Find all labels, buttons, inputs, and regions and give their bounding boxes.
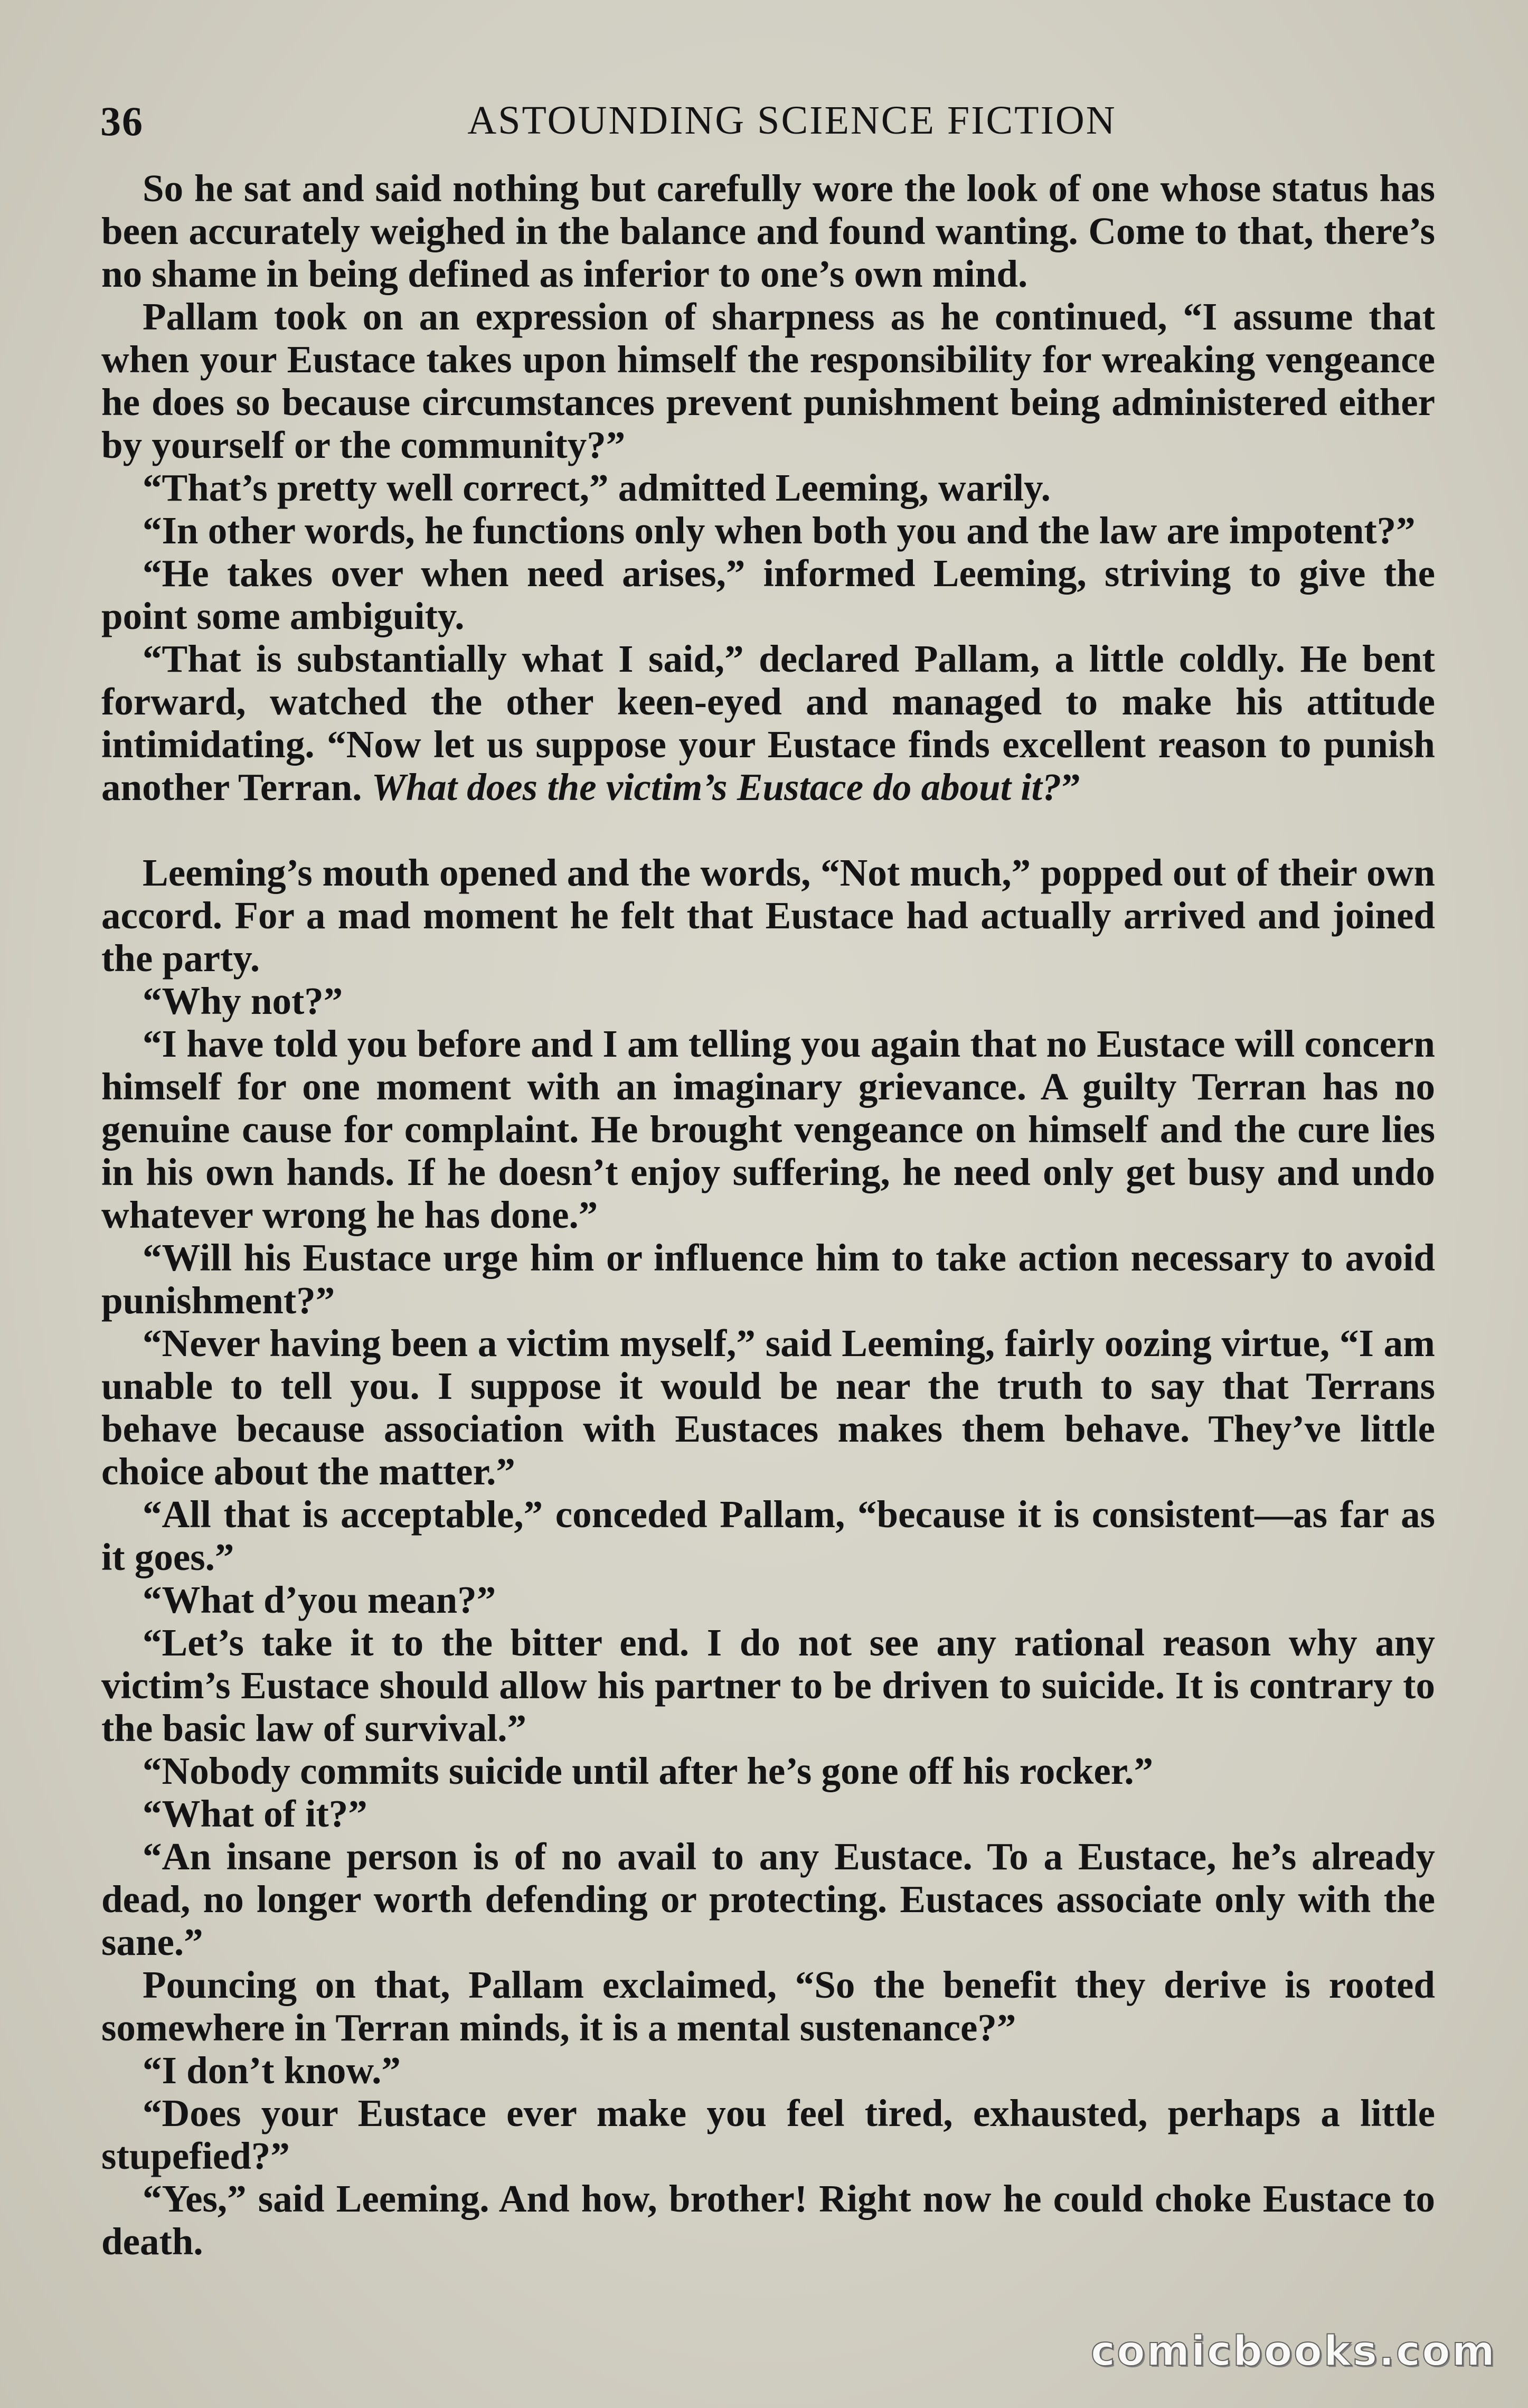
running-head — [100, 98, 1436, 156]
paragraph: So he sat and said nothing but carefully wore the look of one whose status has been accurately weighed in the balance and found wanting. Come to that, there’s no shame in being defined as inferior to one’s own mind. — [101, 167, 1435, 295]
paragraph: “What of it?” — [143, 1792, 367, 1835]
paragraph: “All that is acceptable,” conceded Pallam, “because it is consistent—as far as it goes.” — [101, 1493, 1435, 1578]
paragraph: “Nobody commits suicide until after he’s gone off his rocker.” — [143, 1749, 1154, 1792]
closing-quote: ” — [1061, 766, 1081, 808]
paragraph: “Does your Eustace ever make you feel tired, exhausted, perhaps a little stupefied?” — [101, 2092, 1435, 2177]
paragraph: “That’s pretty well correct,” admitted Leeming, warily. — [143, 466, 1051, 509]
magazine-title: ASTOUNDING SCIENCE FICTION — [467, 98, 1117, 143]
story-text — [101, 167, 1435, 2263]
paragraph: “Never having been a victim myself,” said Leeming, fairly oozing virtue, “I am unable to tell you. I suppose it would be near the truth to say that Terrans behave because association with Eustaces makes them behave. They’ve little choice about the matter.” — [101, 1322, 1435, 1493]
paragraph: “What d’you mean?” — [143, 1578, 496, 1621]
paragraph: “I have told you before and I am telling you again that no Eustace will concern himself for one moment with an imaginary grievance. A guilty Terran has no genuine cause for complaint. He brought vengeance on himself and the cure lies in his own hands. If he doesn’t enjoy suffering, he need only get busy and undo whatever wrong he has done.” — [101, 1022, 1435, 1236]
paragraph-with-italic — [101, 637, 1435, 808]
paragraph: Pouncing on that, Pallam exclaimed, “So the benefit they derive is rooted somewhere in Terran minds, it is a mental sustenance?” — [101, 1963, 1435, 2049]
paragraph: Leeming’s mouth opened and the words, “Not much,” popped out of their own accord. For a mad moment he felt that Eustace had actually arrived and joined the party. — [101, 851, 1435, 980]
paragraph: Pallam took on an expression of sharpness as he continued, “I assume that when your Eustace takes upon himself the responsibility for wreaking vengeance he does so because circumstances prevent punishment being administered either by yourself or the community?” — [101, 295, 1435, 466]
paragraph: “Will his Eustace urge him or influence him to take action necessary to avoid punishment?” — [101, 1236, 1435, 1322]
paragraph: “Let’s take it to the bitter end. I do not see any rational reason why any victim’s Eustace should allow his partner to be driven to suicide. It is contrary to the basic law of survival.” — [101, 1621, 1435, 1749]
paragraph-text: “That is substantially what I said,” declared Pallam, a little coldly. He bent forward, watched the other keen-eyed and managed to make his attitude intimidating. “Now let us suppose your Eustace finds excellent reason to punish another Terran. — [101, 637, 1435, 808]
watermark: comicbooks.com — [1090, 2328, 1496, 2375]
paragraph: “Yes,” said Leeming. And how, brother! Right now he could choke Eustace to death. — [101, 2177, 1435, 2263]
paragraph: “I don’t know.” — [143, 2049, 401, 2092]
page-number: 36 — [100, 98, 144, 144]
paragraph: “Why not?” — [143, 980, 343, 1022]
paragraph: “He takes over when need arises,” informed Leeming, striving to give the point some ambiguity. — [101, 552, 1435, 637]
italic-question: What does the victim’s Eustace do about it? — [371, 766, 1062, 808]
paragraph: “An insane person is of no avail to any Eustace. To a Eustace, he’s already dead, no longer worth defending or protecting. Eustaces associate only with the sane.” — [101, 1835, 1435, 1963]
paragraph: “In other words, he functions only when both you and the law are impotent?” — [143, 509, 1416, 552]
